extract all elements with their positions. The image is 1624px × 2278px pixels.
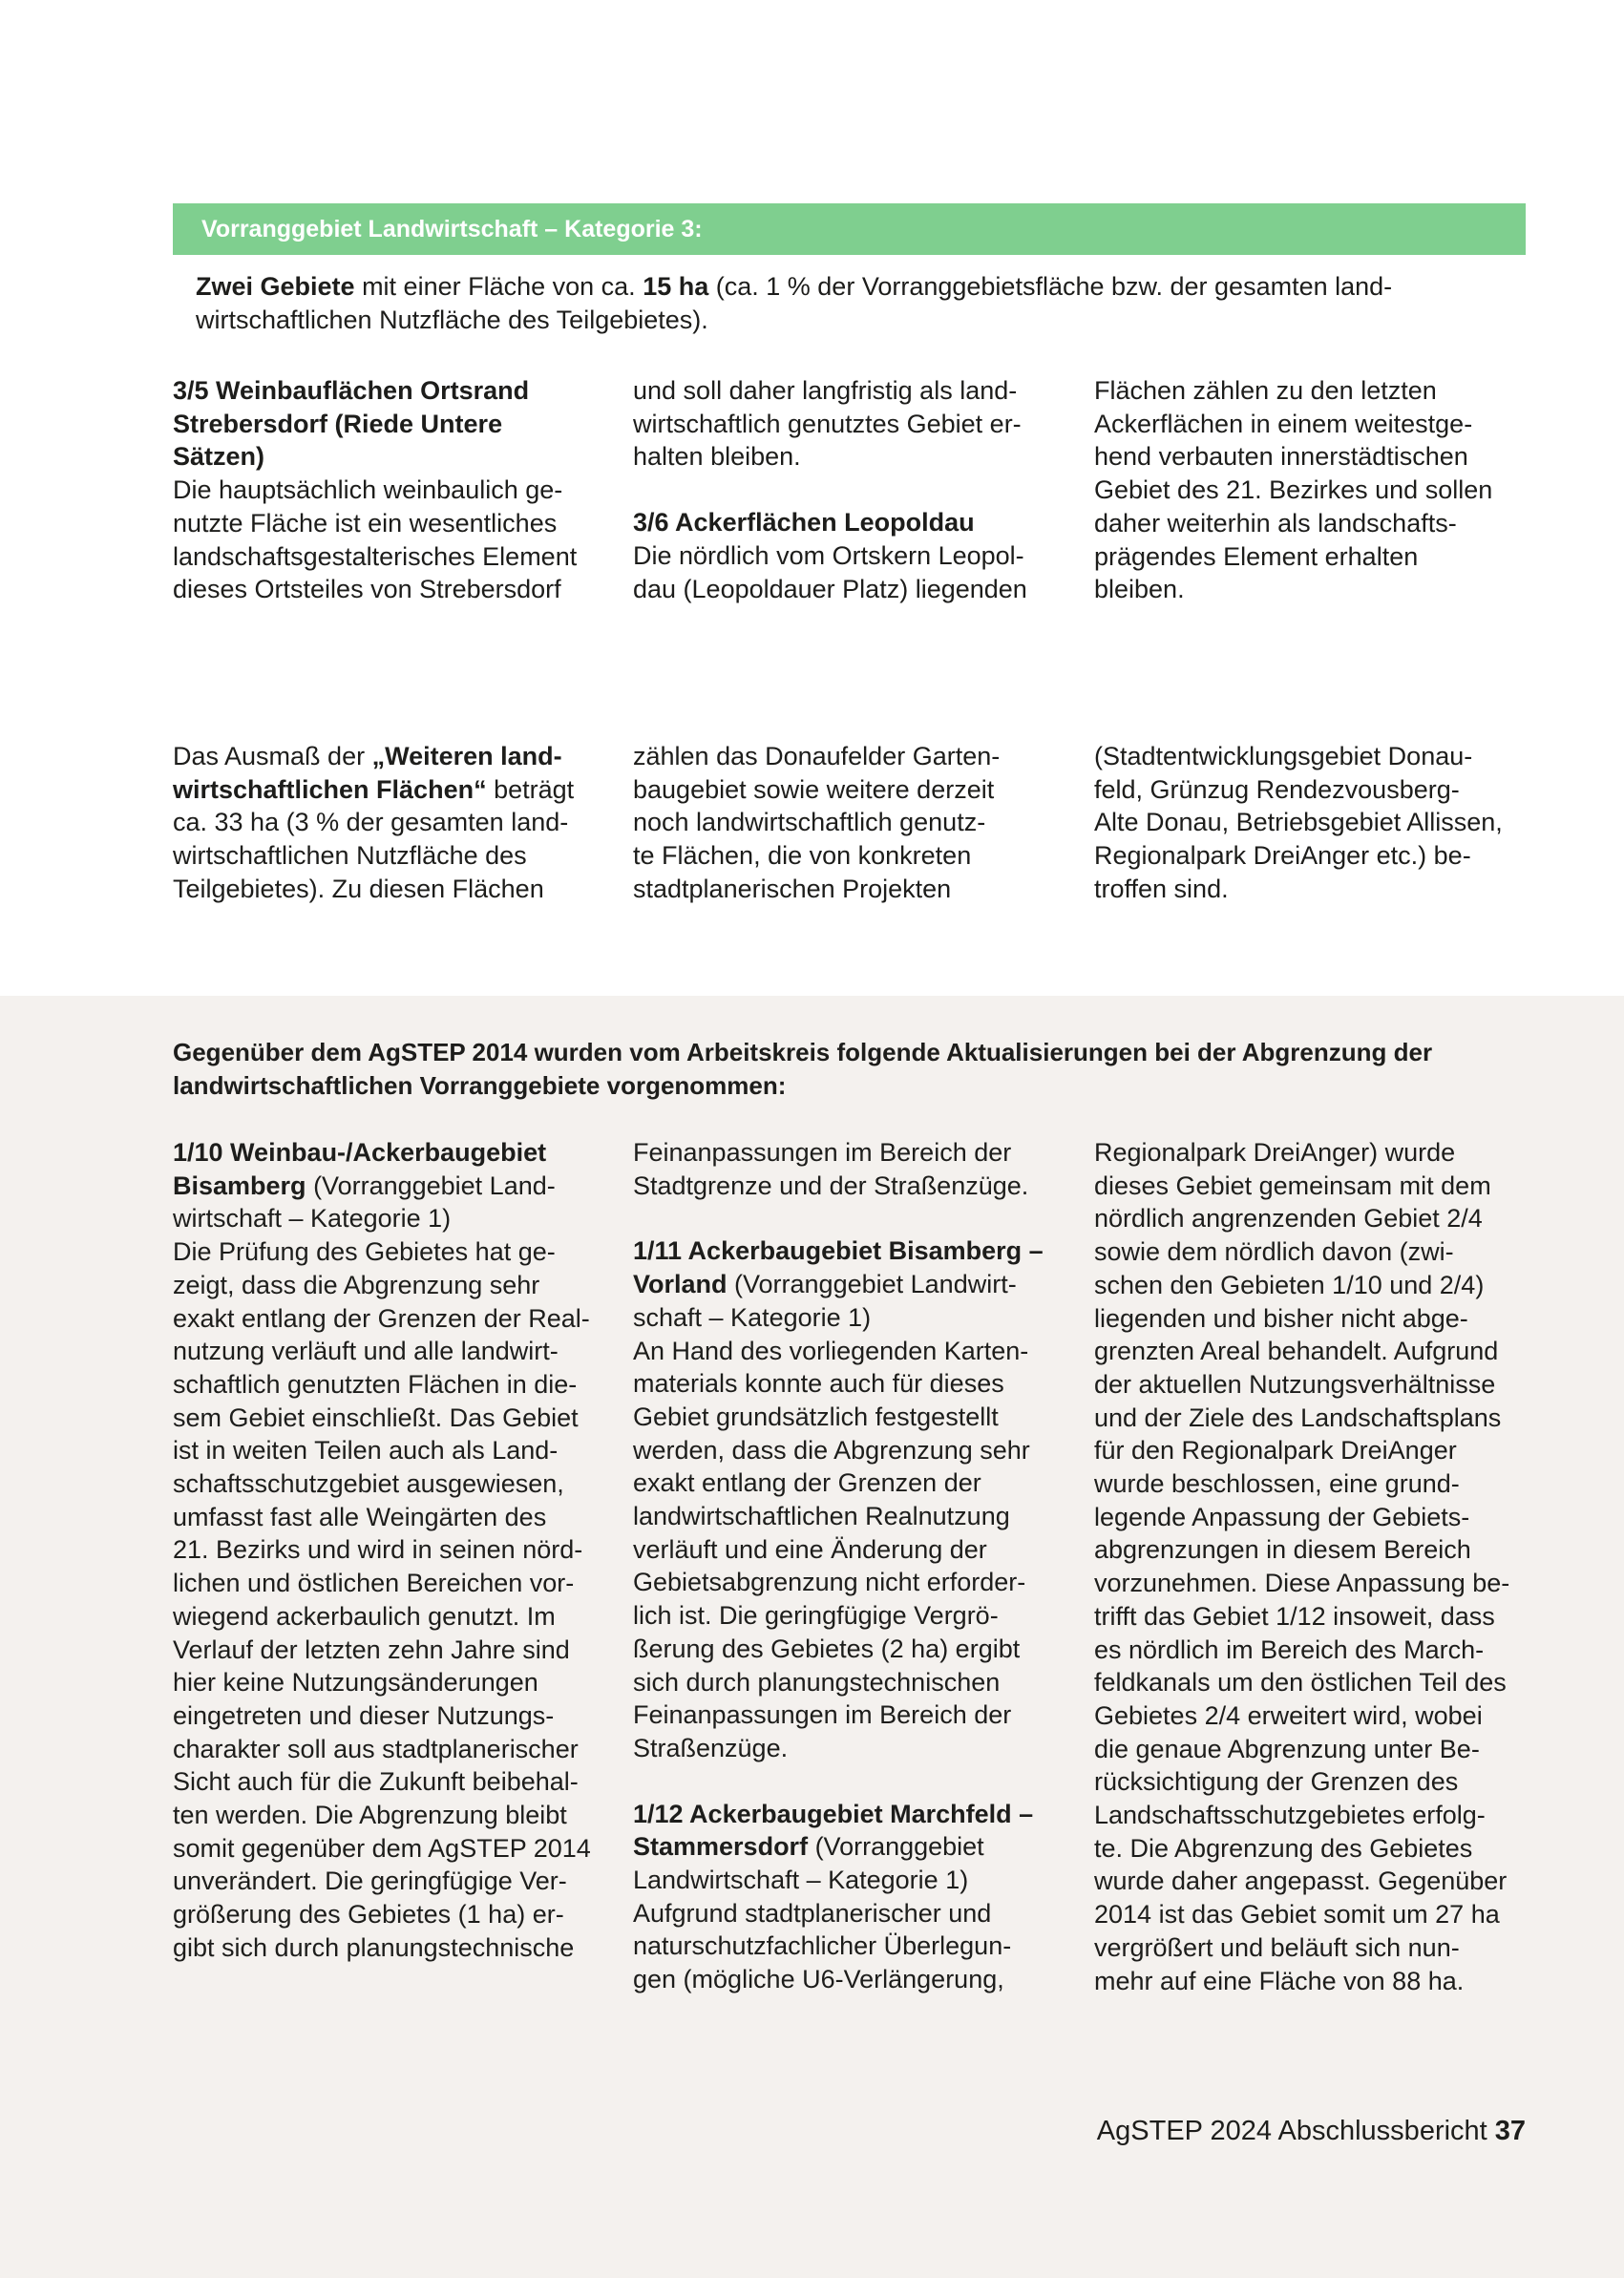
text-line: exakt entlang der Grenzen der Real-	[173, 1303, 590, 1333]
text-line: liegenden und bisher nicht abge-	[1094, 1303, 1468, 1333]
text-line: nutzung verläuft und alle landwirt-	[173, 1337, 559, 1366]
text-line: Die hauptsächlich weinbaulich ge-	[173, 475, 563, 505]
text-line: Gebietes 2/4 erweitert wird, wobei	[1094, 1700, 1483, 1730]
text-line: charakter soll aus stadtplanerischer	[173, 1734, 579, 1763]
text-line: wurde daher angepasst. Gegenüber	[1094, 1867, 1508, 1896]
text-line: troffen sind.	[1094, 874, 1229, 903]
text-line: zählen das Donaufelder Garten-	[633, 742, 1001, 770]
text-line: baugebiet sowie weitere derzeit	[633, 774, 995, 804]
further-areas-term: „Weiteren land-	[371, 742, 562, 770]
text-line: und der Ziele des Landschaftsplans	[1094, 1403, 1502, 1432]
text-line: Alte Donau, Betriebsgebiet Allissen,	[1094, 808, 1503, 837]
area-heading-1-11: Vorland	[633, 1270, 728, 1299]
text-line: Feinanpassungen im Bereich der	[633, 1700, 1012, 1730]
text-line: wiegend ackerbaulich genutzt. Im	[173, 1601, 556, 1631]
text-line: (Vorranggebiet Land-	[306, 1171, 556, 1200]
updates-column-3	[1094, 1136, 1514, 1997]
text-line: Ackerflächen in einem weitestge-	[1094, 409, 1473, 438]
text-line: verläuft und eine Änderung der	[633, 1534, 987, 1564]
text-line: te Flächen, die von konkreten	[633, 841, 972, 871]
updates-lead	[173, 1036, 1529, 1103]
area-heading-3-5	[173, 376, 529, 471]
text-line: Gebiet des 21. Bezirkes und sollen	[1094, 475, 1493, 505]
text-line: nördlich angrenzenden Gebiet 2/4	[1094, 1204, 1483, 1234]
text-line: noch landwirtschaftlich genutz-	[633, 808, 986, 837]
text-line: ten werden. Die Abgrenzung bleibt	[173, 1801, 567, 1830]
further-areas-term: wirtschaftlichen Flächen“	[173, 774, 487, 804]
text-line: An Hand des vorliegenden Karten-	[633, 1336, 1029, 1365]
text-line: unverändert. Die geringfügige Ver-	[173, 1867, 567, 1896]
section2-column-1	[173, 740, 593, 906]
text-line: exakt entlang der Grenzen der	[633, 1468, 981, 1498]
text-line: Regionalpark DreiAnger) wurde	[1094, 1138, 1456, 1167]
area-heading-1-12: Stammersdorf	[633, 1832, 809, 1862]
text-line: Sicht auch für die Zukunft beibehal-	[173, 1767, 579, 1797]
text-line: hier keine Nutzungsänderungen	[173, 1668, 538, 1698]
text-line: Regionalpark DreiAnger etc.) be-	[1094, 841, 1471, 871]
text-line: materials konnte auch für dieses	[633, 1369, 1004, 1399]
text-line: ca. 33 ha (3 % der gesamten land-	[173, 808, 569, 837]
text-line: dieses Ortsteiles von Strebersdorf	[173, 575, 561, 604]
text-line: Gebiet grundsätzlich festgestellt	[633, 1402, 999, 1431]
area-heading-1-10: 1/10 Weinbau-/Ackerbaugebiet	[173, 1138, 547, 1167]
text-line: prägendes Element erhalten	[1094, 541, 1419, 571]
text-line: es nördlich im Bereich des March-	[1094, 1635, 1485, 1664]
text-line: Gegenüber dem AgSTEP 2014 wurden vom Arbeitskreis folgende Aktualisierungen bei der Abgrenzung der	[173, 1038, 1433, 1066]
text-line: landwirtschaftlichen Vorranggebiete vorgenommen:	[173, 1071, 787, 1100]
updates-column-2	[633, 1136, 1053, 1996]
text-line: größerung des Gebietes (1 ha) er-	[173, 1900, 564, 1930]
section2-column-2	[633, 740, 1053, 906]
area-heading-1-12: 1/12 Ackerbaugebiet Marchfeld –	[633, 1799, 1034, 1828]
intro-area: 15 ha	[643, 272, 709, 301]
text-line: schaftsschutzgebiet ausgewiesen,	[173, 1469, 564, 1499]
text-line: feld, Grünzug Rendezvousberg-	[1094, 774, 1460, 804]
text-line: landwirtschaftlichen Realnutzung	[633, 1502, 1010, 1531]
text-line: Aufgrund stadtplanerischer und	[633, 1898, 992, 1928]
text-line: mehr auf eine Fläche von 88 ha.	[1094, 1966, 1465, 1995]
text-line: bleiben.	[1094, 575, 1185, 604]
category-header: Vorranggebiet Landwirtschaft – Kategorie 3:	[173, 203, 1526, 255]
intro-lead: Zwei Gebiete	[196, 272, 355, 301]
text-line: 21. Bezirks und wird in seinen nörd-	[173, 1535, 583, 1565]
text-line: wirtschaftlichen Nutzfläche des	[173, 841, 527, 871]
text-line: sem Gebiet einschließt. Das Gebiet	[173, 1403, 579, 1432]
section1-column-1	[173, 374, 593, 606]
text-line: werden, dass die Abgrenzung sehr	[633, 1435, 1030, 1465]
section1-column-3	[1094, 374, 1514, 606]
text-line: wirtschaft – Kategorie 1)	[173, 1204, 452, 1234]
text-line: somit gegenüber dem AgSTEP 2014	[173, 1833, 591, 1863]
area-heading-3-6: 3/6 Ackerflächen Leopoldau	[633, 508, 975, 538]
text-line: grenzten Areal behandelt. Aufgrund	[1094, 1337, 1499, 1366]
text-line: te. Die Abgrenzung des Gebietes	[1094, 1833, 1473, 1863]
text-line: die genaue Abgrenzung unter Be-	[1094, 1734, 1480, 1763]
text-line: wurde beschlossen, eine grund-	[1094, 1469, 1460, 1499]
text-line: für den Regionalpark DreiAnger	[1094, 1436, 1457, 1466]
text-line: ßerung des Gebietes (2 ha) ergibt	[633, 1634, 1021, 1663]
text-line: hend verbauten innerstädtischen	[1094, 442, 1468, 472]
heading-line: Strebersdorf (Riede Untere	[173, 409, 503, 438]
text-line: (Stadtentwicklungsgebiet Donau-	[1094, 742, 1473, 770]
text-line: dieses Gebiet gemeinsam mit dem	[1094, 1171, 1491, 1200]
text-line: Flächen zählen zu den letzten	[1094, 376, 1437, 405]
text-line: trifft das Gebiet 1/12 insoweit, dass	[1094, 1601, 1495, 1631]
text-line: naturschutzfachlicher Überlegun-	[633, 1931, 1012, 1961]
intro-part2: (ca. 1 % der Vorranggebietsfläche bzw. der gesamten land-	[708, 272, 1393, 301]
text-line: zeigt, dass die Abgrenzung sehr	[173, 1270, 540, 1299]
section2-column-3	[1094, 740, 1514, 906]
text-line: und soll daher langfristig als land-	[633, 376, 1018, 405]
text-line: gibt sich durch planungstechnische	[173, 1932, 575, 1962]
text-line: schaftlich genutzten Flächen in die-	[173, 1369, 578, 1399]
text-line: 2014 ist das Gebiet somit um 27 ha	[1094, 1900, 1500, 1930]
text-line: daher weiterhin als landschafts-	[1094, 508, 1457, 538]
text-line: Stadtgrenze und der Straßenzüge.	[633, 1171, 1029, 1200]
intro-part1: mit einer Fläche von ca.	[354, 272, 643, 301]
text-line: Verlauf der letzten zehn Jahre sind	[173, 1635, 570, 1664]
text-line: Die nördlich vom Ortskern Leopol-	[633, 540, 1024, 570]
text-line: Landwirtschaft – Kategorie 1)	[633, 1866, 969, 1895]
page-footer	[1097, 2112, 1526, 2150]
text-line: vergrößert und beläuft sich nun-	[1094, 1932, 1460, 1962]
text-line: ist in weiten Teilen auch als Land-	[173, 1436, 559, 1466]
area-heading-1-10: Bisamberg	[173, 1171, 306, 1200]
text-line: wirtschaftlich genutztes Gebiet er-	[633, 409, 1022, 438]
text-line: Das Ausmaß der	[173, 742, 372, 770]
area-heading-1-11: 1/11 Ackerbaugebiet Bisamberg –	[633, 1236, 1044, 1266]
text-line: Landschaftsschutzgebietes erfolg-	[1094, 1801, 1486, 1830]
text-line: (Vorranggebiet Landwirt-	[727, 1270, 1017, 1299]
text-line: abgrenzungen in diesem Bereich	[1094, 1535, 1471, 1565]
text-line: Teilgebietes). Zu diesen Flächen	[173, 874, 544, 903]
text-line: lichen und östlichen Bereichen vor-	[173, 1569, 575, 1598]
text-line: nutzte Fläche ist ein wesentliches	[173, 508, 558, 538]
text-line: rücksichtigung der Grenzen des	[1094, 1767, 1459, 1797]
text-line: Straßenzüge.	[633, 1733, 789, 1762]
text-line: Gebietsabgrenzung nicht erforder-	[633, 1568, 1026, 1597]
text-line: (Vorranggebiet	[808, 1832, 984, 1862]
report-title: AgSTEP 2024 Abschlussbericht	[1096, 2116, 1487, 2146]
text-line: gen (mögliche U6-Verlängerung,	[633, 1965, 1004, 1994]
text-line: Die Prüfung des Gebietes hat ge-	[173, 1237, 556, 1267]
text-line: vorzunehmen. Diese Anpassung be-	[1094, 1569, 1510, 1598]
text-line: umfasst fast alle Weingärten des	[173, 1502, 547, 1531]
category-intro	[196, 270, 1513, 337]
text-line: schen den Gebieten 1/10 und 2/4)	[1094, 1270, 1485, 1299]
heading-line: Sätzen)	[173, 442, 265, 472]
text-line: sowie dem nördlich davon (zwi-	[1094, 1237, 1454, 1267]
text-line: stadtplanerischen Projekten	[633, 874, 952, 903]
text-line: eingetreten und dieser Nutzungs-	[173, 1700, 555, 1730]
text-line: der aktuellen Nutzungsverhältnisse	[1094, 1369, 1496, 1399]
text-line: halten bleiben.	[633, 442, 801, 472]
text-line: legende Anpassung der Gebiets-	[1094, 1502, 1470, 1531]
text-line: sich durch planungstechnischen	[633, 1667, 1001, 1697]
text-line: landschaftsgestalterisches Element	[173, 541, 578, 571]
section1-column-2	[633, 374, 1053, 605]
heading-line: 3/5 Weinbauflächen Ortsrand	[173, 376, 530, 405]
text-line: lich ist. Die geringfügige Vergrö-	[633, 1601, 999, 1631]
updates-column-1	[173, 1136, 593, 1965]
text-line: schaft – Kategorie 1)	[633, 1302, 872, 1332]
text-line: Feinanpassungen im Bereich der	[633, 1138, 1012, 1167]
text-line: dau (Leopoldauer Platz) liegenden	[633, 574, 1027, 603]
text-line: beträgt	[486, 774, 575, 804]
text-line: feldkanals um den östlichen Teil des	[1094, 1668, 1507, 1698]
page-number: 37	[1494, 2116, 1526, 2146]
intro-line2: wirtschaftlichen Nutzfläche des Teilgebietes).	[196, 306, 708, 334]
